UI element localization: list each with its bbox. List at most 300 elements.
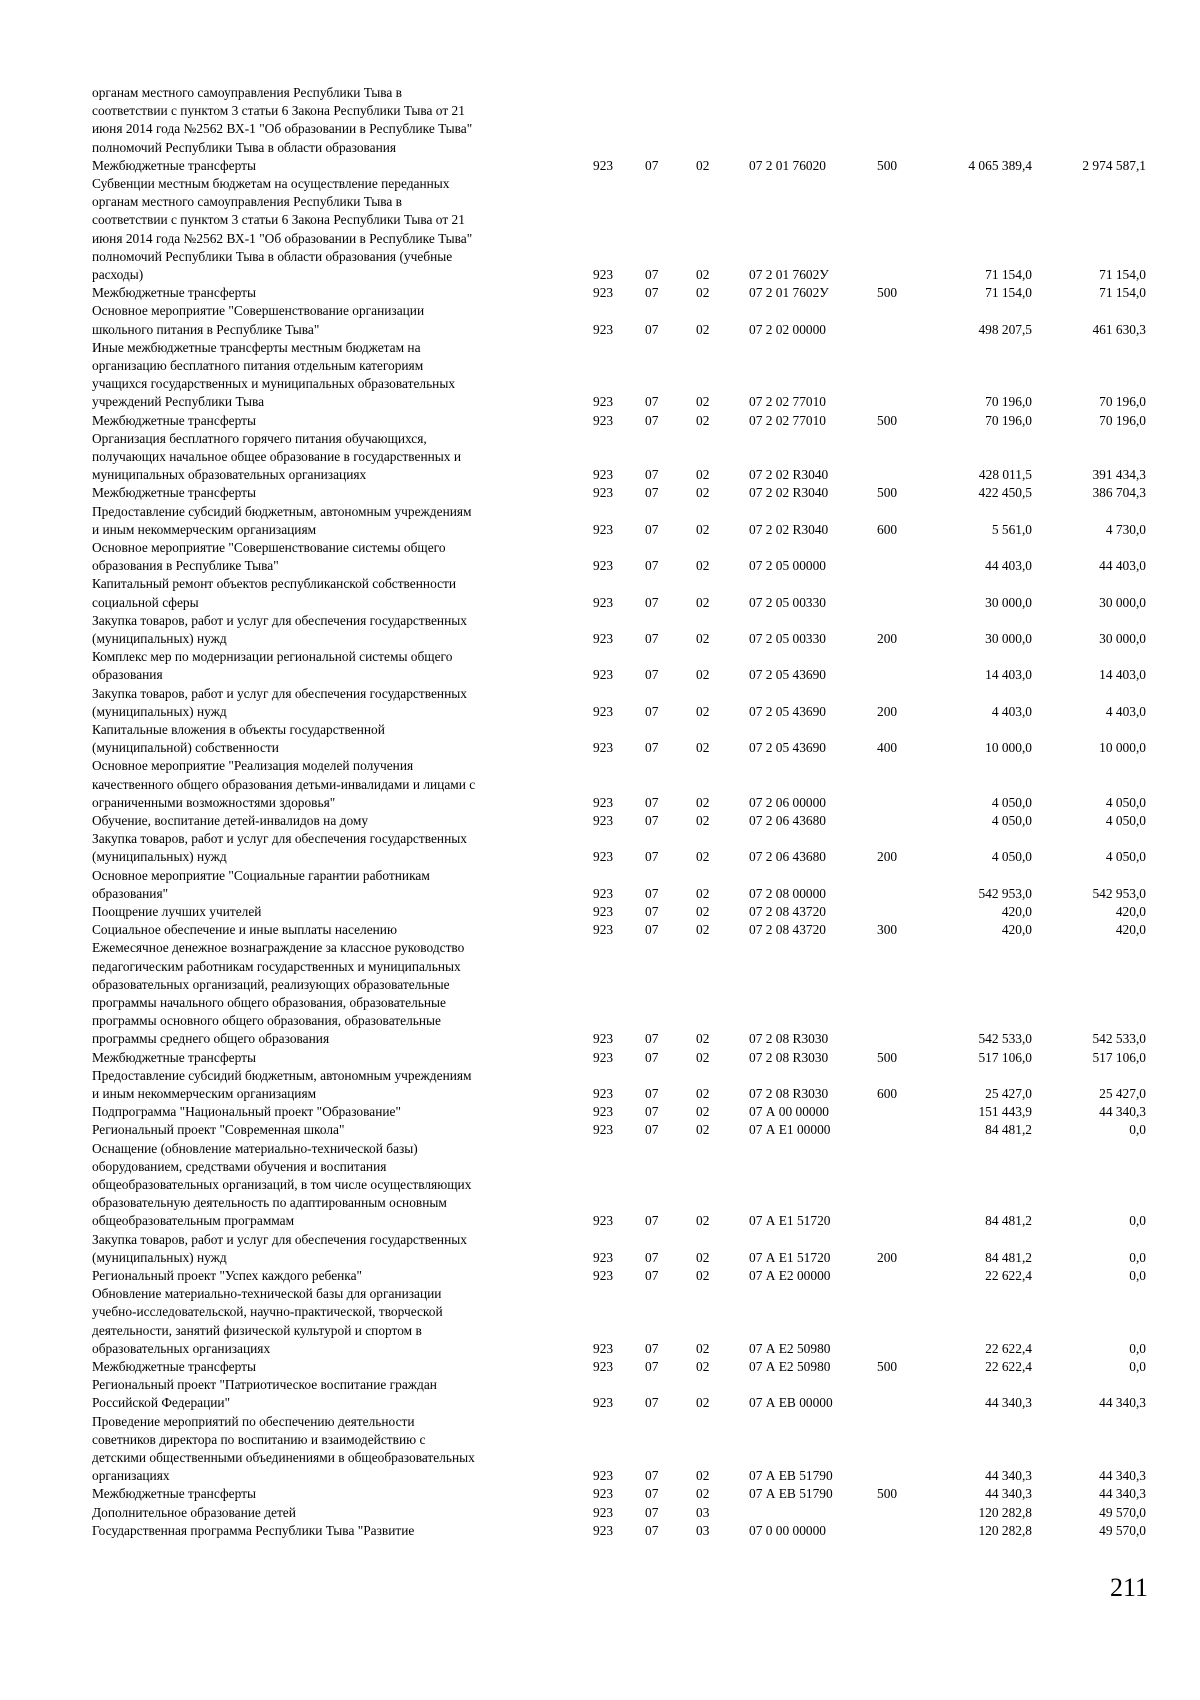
description-line: полномочий Республики Тыва в области образования xyxy=(92,139,397,155)
table-row xyxy=(0,503,1200,539)
section-code: 07 xyxy=(645,703,659,719)
expense-type-code: 600 xyxy=(877,1085,898,1101)
expense-type-code: 500 xyxy=(877,157,898,173)
table-row xyxy=(0,921,1200,939)
table-row xyxy=(0,1140,1200,1231)
row-description xyxy=(92,921,572,939)
amount-year-1: 14 403,0 xyxy=(985,667,1032,683)
row-description xyxy=(92,430,572,485)
ministry-code: 923 xyxy=(593,740,614,756)
amount-year-1: 517 106,0 xyxy=(978,1049,1032,1065)
target-article-code: 07 0 00 00000 xyxy=(749,1522,826,1538)
description-line: Основное мероприятие "Совершенствование организации xyxy=(92,303,425,319)
description-line: Российской Федерации" xyxy=(92,1395,231,1411)
section-code: 07 xyxy=(645,558,659,574)
amount-year-2: 4 403,0 xyxy=(1105,703,1146,719)
row-description xyxy=(92,1049,572,1067)
table-row xyxy=(0,1121,1200,1139)
amount-year-2: 0,0 xyxy=(1129,1213,1146,1229)
target-article-code: 07 2 06 43680 xyxy=(749,813,826,828)
subsection-code: 02 xyxy=(696,1085,710,1101)
subsection-code: 02 xyxy=(696,321,710,337)
description-line: (муниципальных) нужд xyxy=(92,849,227,865)
description-line: Подпрограмма "Национальный проект "Образование" xyxy=(92,1104,401,1120)
section-code: 07 xyxy=(645,1468,659,1484)
target-article-code: 07 2 01 7602У xyxy=(749,285,829,301)
table-row xyxy=(0,812,1200,830)
target-article-code: 07 2 02 00000 xyxy=(749,321,826,337)
description-line: образовательную деятельность по адаптированным основным xyxy=(92,1195,447,1211)
amount-year-2: 386 704,3 xyxy=(1092,485,1146,501)
row-description xyxy=(92,1358,572,1376)
amount-year-1: 4 050,0 xyxy=(991,813,1032,828)
section-code: 07 xyxy=(645,1104,659,1120)
target-article-code: 07 2 06 00000 xyxy=(749,794,826,810)
target-article-code: 07 2 01 7602У xyxy=(749,267,829,282)
section-code: 07 xyxy=(645,667,659,683)
ministry-code: 923 xyxy=(593,703,614,719)
description-line: Государственная программа Республики Тыва "Развитие xyxy=(92,1522,415,1538)
target-article-code: 07 2 08 43720 xyxy=(749,922,826,938)
section-code: 07 xyxy=(645,1213,659,1229)
amount-year-1: 4 403,0 xyxy=(991,703,1032,719)
amount-year-1: 84 481,2 xyxy=(985,1122,1032,1138)
amount-year-1: 151 443,9 xyxy=(978,1104,1032,1120)
description-line: Региональный проект "Современная школа" xyxy=(92,1122,345,1138)
subsection-code: 02 xyxy=(696,521,710,537)
subsection-code: 02 xyxy=(696,1249,710,1265)
table-row xyxy=(0,1267,1200,1285)
target-article-code: 07 А Е1 51720 xyxy=(749,1249,831,1265)
section-code: 07 xyxy=(645,813,659,828)
row-description xyxy=(92,1231,572,1267)
amount-year-1: 422 450,5 xyxy=(978,485,1032,501)
section-code: 07 xyxy=(645,1522,659,1538)
ministry-code: 923 xyxy=(593,267,614,282)
ministry-code: 923 xyxy=(593,1486,614,1502)
subsection-code: 03 xyxy=(696,1522,710,1538)
description-line: Предоставление субсидий бюджетным, автономным учреждениям xyxy=(92,1067,472,1083)
target-article-code: 07 2 02 R3040 xyxy=(749,521,829,537)
description-line: образовательных организаций, реализующих образовательные xyxy=(92,976,450,992)
description-line: организацию бесплатного питания отдельным категориям xyxy=(92,358,424,373)
row-description xyxy=(92,1140,572,1231)
row-description xyxy=(92,1485,572,1503)
row-description xyxy=(92,648,572,684)
ministry-code: 923 xyxy=(593,1085,614,1101)
table-row xyxy=(0,685,1200,721)
table-row xyxy=(0,430,1200,485)
row-description xyxy=(92,867,572,903)
table-row xyxy=(0,939,1200,1048)
section-code: 07 xyxy=(645,285,659,301)
description-line: июня 2014 года №2562 ВХ-1 "Об образовании в Республике Тыва" xyxy=(92,230,473,246)
section-code: 07 xyxy=(645,794,659,810)
row-description xyxy=(92,575,572,611)
target-article-code: 07 2 05 43690 xyxy=(749,740,826,756)
description-line: (муниципальных) нужд xyxy=(92,631,227,646)
row-description xyxy=(92,1522,572,1540)
amount-year-1: 22 622,4 xyxy=(985,1268,1032,1283)
amount-year-2: 70 196,0 xyxy=(1099,412,1146,428)
table-row xyxy=(0,1358,1200,1376)
amount-year-2: 44 403,0 xyxy=(1099,558,1146,574)
subsection-code: 02 xyxy=(696,922,710,938)
ministry-code: 923 xyxy=(593,1104,614,1120)
description-line: Капитальный ремонт объектов республиканской собственности xyxy=(92,576,457,592)
description-line: (муниципальных) нужд xyxy=(92,1249,227,1265)
amount-year-1: 44 403,0 xyxy=(985,558,1032,574)
description-line: советников директора по воспитанию и взаимодействию с xyxy=(92,1431,426,1447)
expense-type-code: 200 xyxy=(877,1249,898,1265)
ministry-code: 923 xyxy=(593,285,614,301)
row-description xyxy=(92,302,572,338)
amount-year-1: 4 050,0 xyxy=(991,794,1032,810)
amount-year-2: 49 570,0 xyxy=(1099,1504,1146,1520)
row-description xyxy=(92,539,572,575)
target-article-code: 07 А 00 00000 xyxy=(749,1104,829,1120)
description-line: муниципальных образовательных организациях xyxy=(92,467,367,483)
subsection-code: 02 xyxy=(696,467,710,483)
section-code: 07 xyxy=(645,485,659,501)
target-article-code: 07 А Е2 50980 xyxy=(749,1340,831,1356)
amount-year-2: 71 154,0 xyxy=(1099,267,1146,282)
amount-year-2: 30 000,0 xyxy=(1099,630,1146,646)
ministry-code: 923 xyxy=(593,1395,614,1411)
row-description xyxy=(92,1376,572,1412)
expense-type-code: 200 xyxy=(877,703,898,719)
amount-year-2: 4 050,0 xyxy=(1105,813,1146,828)
amount-year-1: 542 953,0 xyxy=(978,885,1032,901)
expense-type-code: 400 xyxy=(877,740,898,756)
description-line: соответствии с пунктом 3 статьи 6 Закона Республики Тыва от 21 xyxy=(92,103,465,119)
target-article-code: 07 2 05 00330 xyxy=(749,594,826,610)
target-article-code: 07 А ЕВ 51790 xyxy=(749,1486,833,1502)
amount-year-2: 71 154,0 xyxy=(1099,285,1146,301)
section-code: 07 xyxy=(645,1049,659,1065)
amount-year-2: 30 000,0 xyxy=(1099,594,1146,610)
amount-year-2: 4 050,0 xyxy=(1105,849,1146,865)
expense-type-code: 600 xyxy=(877,521,898,537)
description-line: ограниченными возможностями здоровья" xyxy=(92,794,336,810)
description-line: оборудованием, средствами обучения и воспитания xyxy=(92,1158,387,1174)
amount-year-2: 542 953,0 xyxy=(1092,885,1146,901)
section-code: 07 xyxy=(645,885,659,901)
row-description xyxy=(92,84,572,157)
amount-year-1: 498 207,5 xyxy=(978,321,1032,337)
amount-year-1: 71 154,0 xyxy=(985,267,1032,282)
description-line: Закупка товаров, работ и услуг для обеспечения государственных xyxy=(92,1231,467,1247)
description-line: учащихся государственных и муниципальных образовательных xyxy=(92,376,456,392)
subsection-code: 02 xyxy=(696,1395,710,1411)
section-code: 07 xyxy=(645,521,659,537)
table-row xyxy=(0,539,1200,575)
amount-year-2: 44 340,3 xyxy=(1099,1486,1146,1502)
amount-year-2: 70 196,0 xyxy=(1099,394,1146,410)
description-line: Закупка товаров, работ и услуг для обеспечения государственных xyxy=(92,612,467,628)
row-description xyxy=(92,903,572,921)
target-article-code: 07 2 05 00330 xyxy=(749,630,826,646)
description-line: организациях xyxy=(92,1468,170,1484)
description-line: Межбюджетные трансферты xyxy=(92,485,256,501)
table-row xyxy=(0,1231,1200,1267)
row-description xyxy=(92,284,572,302)
amount-year-1: 44 340,3 xyxy=(985,1395,1032,1411)
row-description xyxy=(92,1267,572,1285)
section-code: 07 xyxy=(645,1395,659,1411)
subsection-code: 02 xyxy=(696,1468,710,1484)
amount-year-2: 0,0 xyxy=(1129,1340,1146,1356)
subsection-code: 02 xyxy=(696,558,710,574)
row-description xyxy=(92,830,572,866)
ministry-code: 923 xyxy=(593,1504,614,1520)
section-code: 07 xyxy=(645,1504,659,1520)
row-description xyxy=(92,685,572,721)
expense-type-code: 500 xyxy=(877,412,898,428)
target-article-code: 07 2 02 R3040 xyxy=(749,485,829,501)
table-row xyxy=(0,757,1200,812)
row-description xyxy=(92,1413,572,1486)
description-line: Обновление материально-технической базы для организации xyxy=(92,1286,442,1302)
table-row xyxy=(0,867,1200,903)
subsection-code: 02 xyxy=(696,394,710,410)
ministry-code: 923 xyxy=(593,485,614,501)
section-code: 07 xyxy=(645,1122,659,1138)
target-article-code: 07 2 08 R3030 xyxy=(749,1031,829,1047)
subsection-code: 02 xyxy=(696,740,710,756)
ministry-code: 923 xyxy=(593,157,614,173)
description-line: полномочий Республики Тыва в области образования (учебные xyxy=(92,248,453,264)
amount-year-1: 84 481,2 xyxy=(985,1213,1032,1229)
description-line: образования xyxy=(92,667,163,683)
description-line: Закупка товаров, работ и услуг для обеспечения государственных xyxy=(92,685,467,701)
table-row xyxy=(0,903,1200,921)
amount-year-1: 70 196,0 xyxy=(985,412,1032,428)
expense-type-code: 500 xyxy=(877,1486,898,1502)
expense-type-code: 500 xyxy=(877,1359,898,1374)
amount-year-2: 0,0 xyxy=(1129,1249,1146,1265)
ministry-code: 923 xyxy=(593,1249,614,1265)
description-line: Поощрение лучших учителей xyxy=(92,904,262,919)
amount-year-1: 70 196,0 xyxy=(985,394,1032,410)
section-code: 07 xyxy=(645,267,659,282)
section-code: 07 xyxy=(645,1340,659,1356)
target-article-code: 07 А Е1 00000 xyxy=(749,1122,831,1138)
subsection-code: 02 xyxy=(696,1122,710,1138)
ministry-code: 923 xyxy=(593,1340,614,1356)
description-line: Комплекс мер по модернизации региональной системы общего xyxy=(92,649,453,665)
section-code: 07 xyxy=(645,157,659,173)
amount-year-2: 420,0 xyxy=(1115,904,1146,919)
subsection-code: 02 xyxy=(696,1213,710,1229)
subsection-code: 03 xyxy=(696,1504,710,1520)
description-line: педагогическим работникам государственных и муниципальных xyxy=(92,958,461,974)
description-line: Оснащение (обновление материально-технической базы) xyxy=(92,1140,418,1156)
ministry-code: 923 xyxy=(593,521,614,537)
ministry-code: 923 xyxy=(593,794,614,810)
subsection-code: 02 xyxy=(696,1359,710,1374)
section-code: 07 xyxy=(645,594,659,610)
section-code: 07 xyxy=(645,740,659,756)
description-line: Межбюджетные трансферты xyxy=(92,157,256,173)
description-line: Межбюджетные трансферты xyxy=(92,285,256,301)
amount-year-2: 49 570,0 xyxy=(1099,1522,1146,1538)
amount-year-2: 44 340,3 xyxy=(1099,1468,1146,1484)
description-line: и иным некоммерческим организациям xyxy=(92,1086,317,1101)
description-line: программы среднего общего образования xyxy=(92,1031,330,1047)
target-article-code: 07 А Е2 00000 xyxy=(749,1268,831,1283)
amount-year-1: 30 000,0 xyxy=(985,594,1032,610)
section-code: 07 xyxy=(645,1268,659,1283)
amount-year-2: 10 000,0 xyxy=(1099,740,1146,756)
row-description xyxy=(92,157,572,175)
table-row xyxy=(0,1504,1200,1522)
description-line: программы основного общего образования, образовательные xyxy=(92,1013,441,1029)
amount-year-1: 30 000,0 xyxy=(985,630,1032,646)
section-code: 07 xyxy=(645,467,659,483)
target-article-code: 07 2 02 77010 xyxy=(749,412,826,428)
subsection-code: 02 xyxy=(696,703,710,719)
table-row xyxy=(0,1285,1200,1358)
table-row xyxy=(0,1067,1200,1103)
ministry-code: 923 xyxy=(593,922,614,938)
ministry-code: 923 xyxy=(593,667,614,683)
amount-year-2: 14 403,0 xyxy=(1099,667,1146,683)
table-row xyxy=(0,175,1200,284)
amount-year-1: 420,0 xyxy=(1001,922,1032,938)
description-line: Предоставление субсидий бюджетным, автономным учреждениям xyxy=(92,503,472,519)
description-line: Дополнительное образование детей xyxy=(92,1504,296,1520)
section-code: 07 xyxy=(645,412,659,428)
row-description xyxy=(92,721,572,757)
description-line: учебно-исследовательской, научно-практической, творческой xyxy=(92,1304,443,1320)
row-description xyxy=(92,1504,572,1522)
ministry-code: 923 xyxy=(593,558,614,574)
target-article-code: 07 2 02 77010 xyxy=(749,394,826,410)
subsection-code: 02 xyxy=(696,594,710,610)
table-row xyxy=(0,648,1200,684)
description-line: школьного питания в Республике Тыва" xyxy=(92,321,320,337)
description-line: органам местного самоуправления Республики Тыва в xyxy=(92,194,402,210)
description-line: Региональный проект "Успех каждого ребенка" xyxy=(92,1268,363,1283)
ministry-code: 923 xyxy=(593,394,614,410)
amount-year-1: 542 533,0 xyxy=(978,1031,1032,1047)
amount-year-2: 2 974 587,1 xyxy=(1082,157,1146,173)
amount-year-2: 44 340,3 xyxy=(1099,1395,1146,1411)
row-description xyxy=(92,484,572,502)
subsection-code: 02 xyxy=(696,267,710,282)
amount-year-1: 10 000,0 xyxy=(985,740,1032,756)
description-line: образования в Республике Тыва" xyxy=(92,558,279,574)
description-line: соответствии с пунктом 3 статьи 6 Закона Республики Тыва от 21 xyxy=(92,212,465,228)
subsection-code: 02 xyxy=(696,485,710,501)
table-row xyxy=(0,830,1200,866)
description-line: образовательных организациях xyxy=(92,1340,271,1356)
ministry-code: 923 xyxy=(593,813,614,828)
section-code: 07 xyxy=(645,630,659,646)
description-line: качественного общего образования детьми-инвалидами и лицами с xyxy=(92,776,476,792)
target-article-code: 07 2 08 43720 xyxy=(749,904,826,919)
target-article-code: 07 2 05 43690 xyxy=(749,667,826,683)
page-number: 211 xyxy=(1110,1573,1149,1602)
expense-type-code: 500 xyxy=(877,285,898,301)
section-code: 07 xyxy=(645,1359,659,1374)
section-code: 07 xyxy=(645,849,659,865)
subsection-code: 02 xyxy=(696,1486,710,1502)
subsection-code: 02 xyxy=(696,157,710,173)
amount-year-1: 44 340,3 xyxy=(985,1486,1032,1502)
amount-year-2: 25 427,0 xyxy=(1099,1085,1146,1101)
subsection-code: 02 xyxy=(696,1031,710,1047)
amount-year-2: 0,0 xyxy=(1129,1122,1146,1138)
section-code: 07 xyxy=(645,321,659,337)
section-code: 07 xyxy=(645,922,659,938)
description-line: Основное мероприятие "Социальные гарантии работникам xyxy=(92,867,430,883)
ministry-code: 923 xyxy=(593,849,614,865)
amount-year-2: 44 340,3 xyxy=(1099,1104,1146,1120)
description-line: Региональный проект "Патриотическое воспитание граждан xyxy=(92,1377,437,1393)
description-line: получающих начальное общее образование в государственных и xyxy=(92,449,462,464)
description-line: Субвенции местным бюджетам на осуществление переданных xyxy=(92,176,450,191)
description-line: расходы) xyxy=(92,267,144,283)
section-code: 07 xyxy=(645,1486,659,1502)
table-row xyxy=(0,1049,1200,1067)
section-code: 07 xyxy=(645,394,659,410)
target-article-code: 07 А Е1 51720 xyxy=(749,1213,831,1229)
subsection-code: 02 xyxy=(696,1268,710,1283)
expense-type-code: 200 xyxy=(877,630,898,646)
amount-year-1: 84 481,2 xyxy=(985,1249,1032,1265)
expense-type-code: 500 xyxy=(877,1049,898,1065)
section-code: 07 xyxy=(645,904,659,919)
row-description xyxy=(92,1121,572,1139)
subsection-code: 02 xyxy=(696,1104,710,1120)
description-line: июня 2014 года №2562 ВХ-1 "Об образовании в Республике Тыва" xyxy=(92,121,473,137)
table-row xyxy=(0,84,1200,157)
amount-year-1: 22 622,4 xyxy=(985,1340,1032,1356)
amount-year-1: 25 427,0 xyxy=(985,1085,1032,1101)
amount-year-2: 4 730,0 xyxy=(1105,521,1146,537)
table-row xyxy=(0,302,1200,338)
table-row xyxy=(0,1376,1200,1412)
subsection-code: 02 xyxy=(696,630,710,646)
row-description xyxy=(92,757,572,812)
subsection-code: 02 xyxy=(696,1340,710,1356)
target-article-code: 07 2 05 43690 xyxy=(749,703,826,719)
amount-year-2: 461 630,3 xyxy=(1092,321,1146,337)
description-line: Межбюджетные трансферты xyxy=(92,412,256,428)
subsection-code: 02 xyxy=(696,813,710,828)
table-row xyxy=(0,1103,1200,1121)
row-description xyxy=(92,1285,572,1358)
description-line: Закупка товаров, работ и услуг для обеспечения государственных xyxy=(92,831,467,847)
amount-year-1: 4 050,0 xyxy=(991,849,1032,865)
amount-year-2: 517 106,0 xyxy=(1092,1049,1146,1065)
target-article-code: 07 2 08 R3030 xyxy=(749,1085,829,1101)
row-description xyxy=(92,612,572,648)
ministry-code: 923 xyxy=(593,904,614,919)
description-line: (муниципальных) нужд xyxy=(92,703,227,719)
amount-year-2: 0,0 xyxy=(1129,1359,1146,1374)
description-line: Капитальные вложения в объекты государственной xyxy=(92,722,385,737)
amount-year-1: 44 340,3 xyxy=(985,1468,1032,1484)
description-line: образования" xyxy=(92,885,169,901)
table-row xyxy=(0,612,1200,648)
amount-year-2: 4 050,0 xyxy=(1105,794,1146,810)
description-line: и иным некоммерческим организациям xyxy=(92,521,317,537)
amount-year-1: 5 561,0 xyxy=(991,521,1032,537)
table-row xyxy=(0,1413,1200,1486)
